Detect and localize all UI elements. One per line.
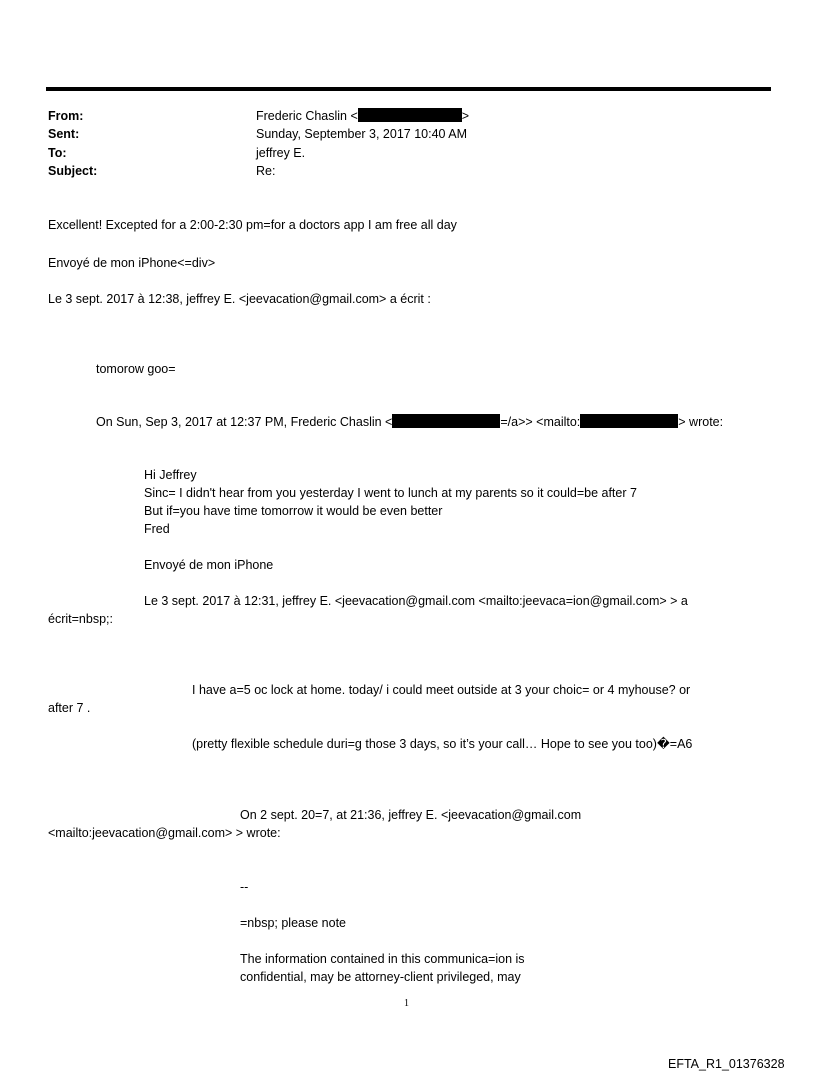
quoted-header-part: > wrote: [678, 415, 724, 429]
page-number: 1 [404, 998, 409, 1009]
header-rule [46, 87, 771, 91]
body-line: Le 3 sept. 2017 à 12:31, jeffrey E. <jeevacation@gmail.com <mailto:jeevaca=ion@gmail.com> > a [144, 594, 688, 608]
signature-line: The information contained in this communica=ion is [240, 952, 525, 966]
from-label: From: [48, 109, 84, 123]
sent-label: Sent: [48, 127, 80, 141]
from-name: Frederic Chaslin < [256, 109, 358, 123]
body-line: But if=you have time tomorrow it would be even better [144, 504, 443, 518]
body-line: Envoyé de mon iPhone<=div> [48, 256, 216, 270]
signature-line: =nbsp; please note [240, 916, 346, 930]
redaction-bar [358, 108, 462, 122]
body-line: tomorow goo= [96, 362, 176, 376]
to-value: jeffrey E. [256, 146, 306, 160]
body-line: Fred [144, 522, 170, 536]
body-line: On 2 sept. 20=7, at 21:36, jeffrey E. <jeevacation@gmail.com [240, 808, 582, 822]
body-line: Excellent! Excepted for a 2:00-2:30 pm=for a doctors app I am free all day [48, 218, 457, 232]
subject-value: Re: [256, 164, 276, 178]
body-line: <mailto:jeevacation@gmail.com> > wrote: [48, 826, 281, 840]
body-line: after 7 . [48, 701, 91, 715]
body-line: (pretty flexible schedule duri=g those 3 days, so it’s your call… Hope to see you too)�=A6 [192, 737, 693, 751]
body-line: Envoyé de mon iPhone [144, 558, 274, 572]
redaction-bar [392, 414, 500, 428]
quoted-header-part: =/a>> <mailto: [500, 415, 581, 429]
body-line: Le 3 sept. 2017 à 12:38, jeffrey E. <jeevacation@gmail.com> a écrit : [48, 292, 431, 306]
signature-line: -- [240, 880, 249, 894]
body-line: écrit=nbsp;: [48, 612, 113, 626]
quoted-header-part: On Sun, Sep 3, 2017 at 12:37 PM, Frederic Chaslin < [96, 415, 393, 429]
body-line: Hi Jeffrey [144, 468, 197, 482]
quoted-header [96, 414, 723, 430]
redaction-bar [580, 414, 678, 428]
signature-line: confidential, may be attorney-client privileged, may [240, 970, 521, 984]
from-close: > [461, 109, 470, 123]
to-label: To: [48, 146, 67, 160]
sent-value: Sunday, September 3, 2017 10:40 AM [256, 127, 468, 141]
body-line: Sinc= I didn't hear from you yesterday I went to lunch at my parents so it could=be after 7 [144, 486, 637, 500]
body-line: I have a=5 oc lock at home. today/ i could meet outside at 3 your choic= or 4 myhouse? or [192, 683, 691, 697]
document-id: EFTA_R1_01376328 [668, 1057, 785, 1071]
subject-label: Subject: [48, 164, 98, 178]
from-value [256, 108, 469, 124]
